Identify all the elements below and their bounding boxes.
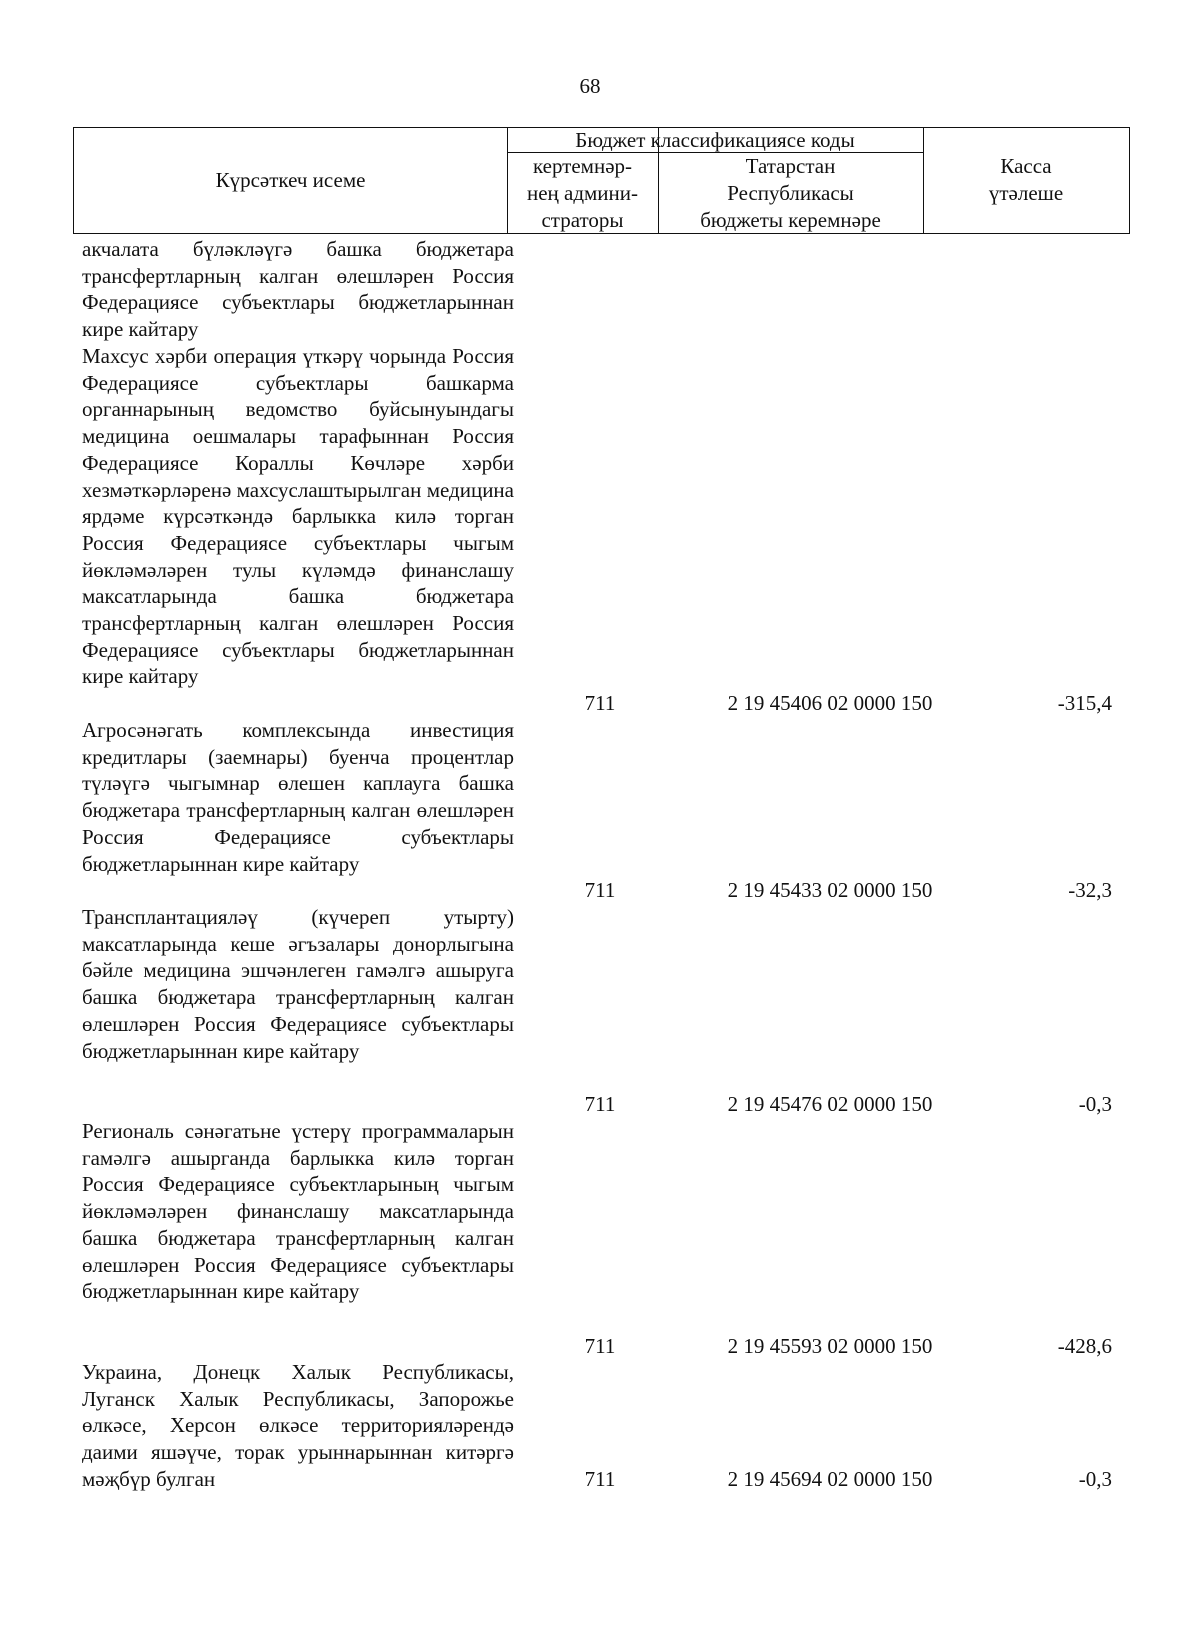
header-indicator-name: Күрсәткеч исеме: [215, 167, 366, 192]
indicator-name: Украина, Донецк Халык Республикасы, Луганск Халык Республикасы, Запорожье өлкәсе, Херсон өлкәсе территорияләрендә даими яшәүче, торак урыннарыннан китәргә мәҗбүр булган: [82, 1360, 514, 1491]
budget-code: 2 19 45694 02 0000 150: [727, 1467, 933, 1491]
header-classification-codes: Бюджет классификациясе коды: [575, 128, 855, 152]
budget-code: 2 19 45593 02 0000 150: [727, 1334, 933, 1358]
administrator-code: 711: [584, 878, 616, 902]
cash-amount: -32,3: [1068, 878, 1112, 902]
indicator-name: Агросәнәгать комплексында инвестиция кредитлары (заемнары) буенча процентлар түләүгә чыгымнар өлешен каплауга башка бюджетара трансфертларның калган өлешләрен Россия Федерациясе субъектлары бюджетларыннан кире кайтару: [82, 718, 514, 876]
header-administrators: кертемнәр- нең админи- страторы: [526, 153, 639, 232]
cash-amount: -0,3: [1078, 1092, 1112, 1116]
indicator-name: Трансплантацияләү (күчереп утырту) максатларында кеше әгъзалары донорлыгына бәйле медицина эшчәнлеген гамәлгә ашыруга башка бюджетара трансфертларның калган өлешләрен Россия Федерациясе субъектлары бюджетларыннан кире кайтару: [82, 905, 514, 1063]
cash-amount: -428,6: [1057, 1334, 1112, 1358]
budget-code: 2 19 45406 02 0000 150: [727, 691, 933, 715]
administrator-code: 711: [584, 1467, 616, 1491]
administrator-code: 711: [584, 1092, 616, 1116]
table-header: [73, 127, 1130, 234]
administrator-code: 711: [584, 691, 616, 715]
header-cash-execution: Касса үтәлеше: [988, 154, 1064, 205]
indicator-name: Региональ сәнәгатьне үстерү программаларын гамәлгә ашырганда барлыкка килә торган Россия Федерациясе субъектларының чыгым йөкләмәләрен финанслашу максатларында башка бюджетара трансфертларның калган өлешләрен Россия Федерациясе субъектлары бюджетларыннан кире кайтару: [82, 1119, 514, 1304]
budget-code: 2 19 45476 02 0000 150: [727, 1092, 933, 1116]
page-number: 68: [579, 74, 601, 98]
indicator-name: Махсус хәрби операция үткәрү чорында Россия Федерациясе субъектлары башкарма органнарының ведомство буйсынуындагы медицина оешмалары тарафыннан Россия Федерациясе Кораллы Көчләре хәрби хезмәткәрләренә махсуслаштырылган медицина ярдәме күрсәткәндә барлыкка килә торган Россия Федерациясе субъектлары чыгым йөкләмәләрен тулы күләмдә финанслашу максатларында башка бюджетара трансфертларның калган өлешләрен Россия Федерациясе субъектлары бюджетларыннан кире кайтару: [82, 344, 514, 689]
header-revenue-codes: Татарстан Республикасы бюджеты керемнәре: [700, 153, 881, 232]
cash-amount: -315,4: [1057, 691, 1112, 715]
administrator-code: 711: [584, 1334, 616, 1358]
budget-code: 2 19 45433 02 0000 150: [727, 878, 933, 902]
cash-amount: -0,3: [1078, 1467, 1112, 1491]
indicator-name: акчалата бүләкләүгә башка бюджетара трансфертларның калган өлешләрен Россия Федерациясе субъектлары бюджетларыннан кире кайтару: [82, 237, 514, 342]
